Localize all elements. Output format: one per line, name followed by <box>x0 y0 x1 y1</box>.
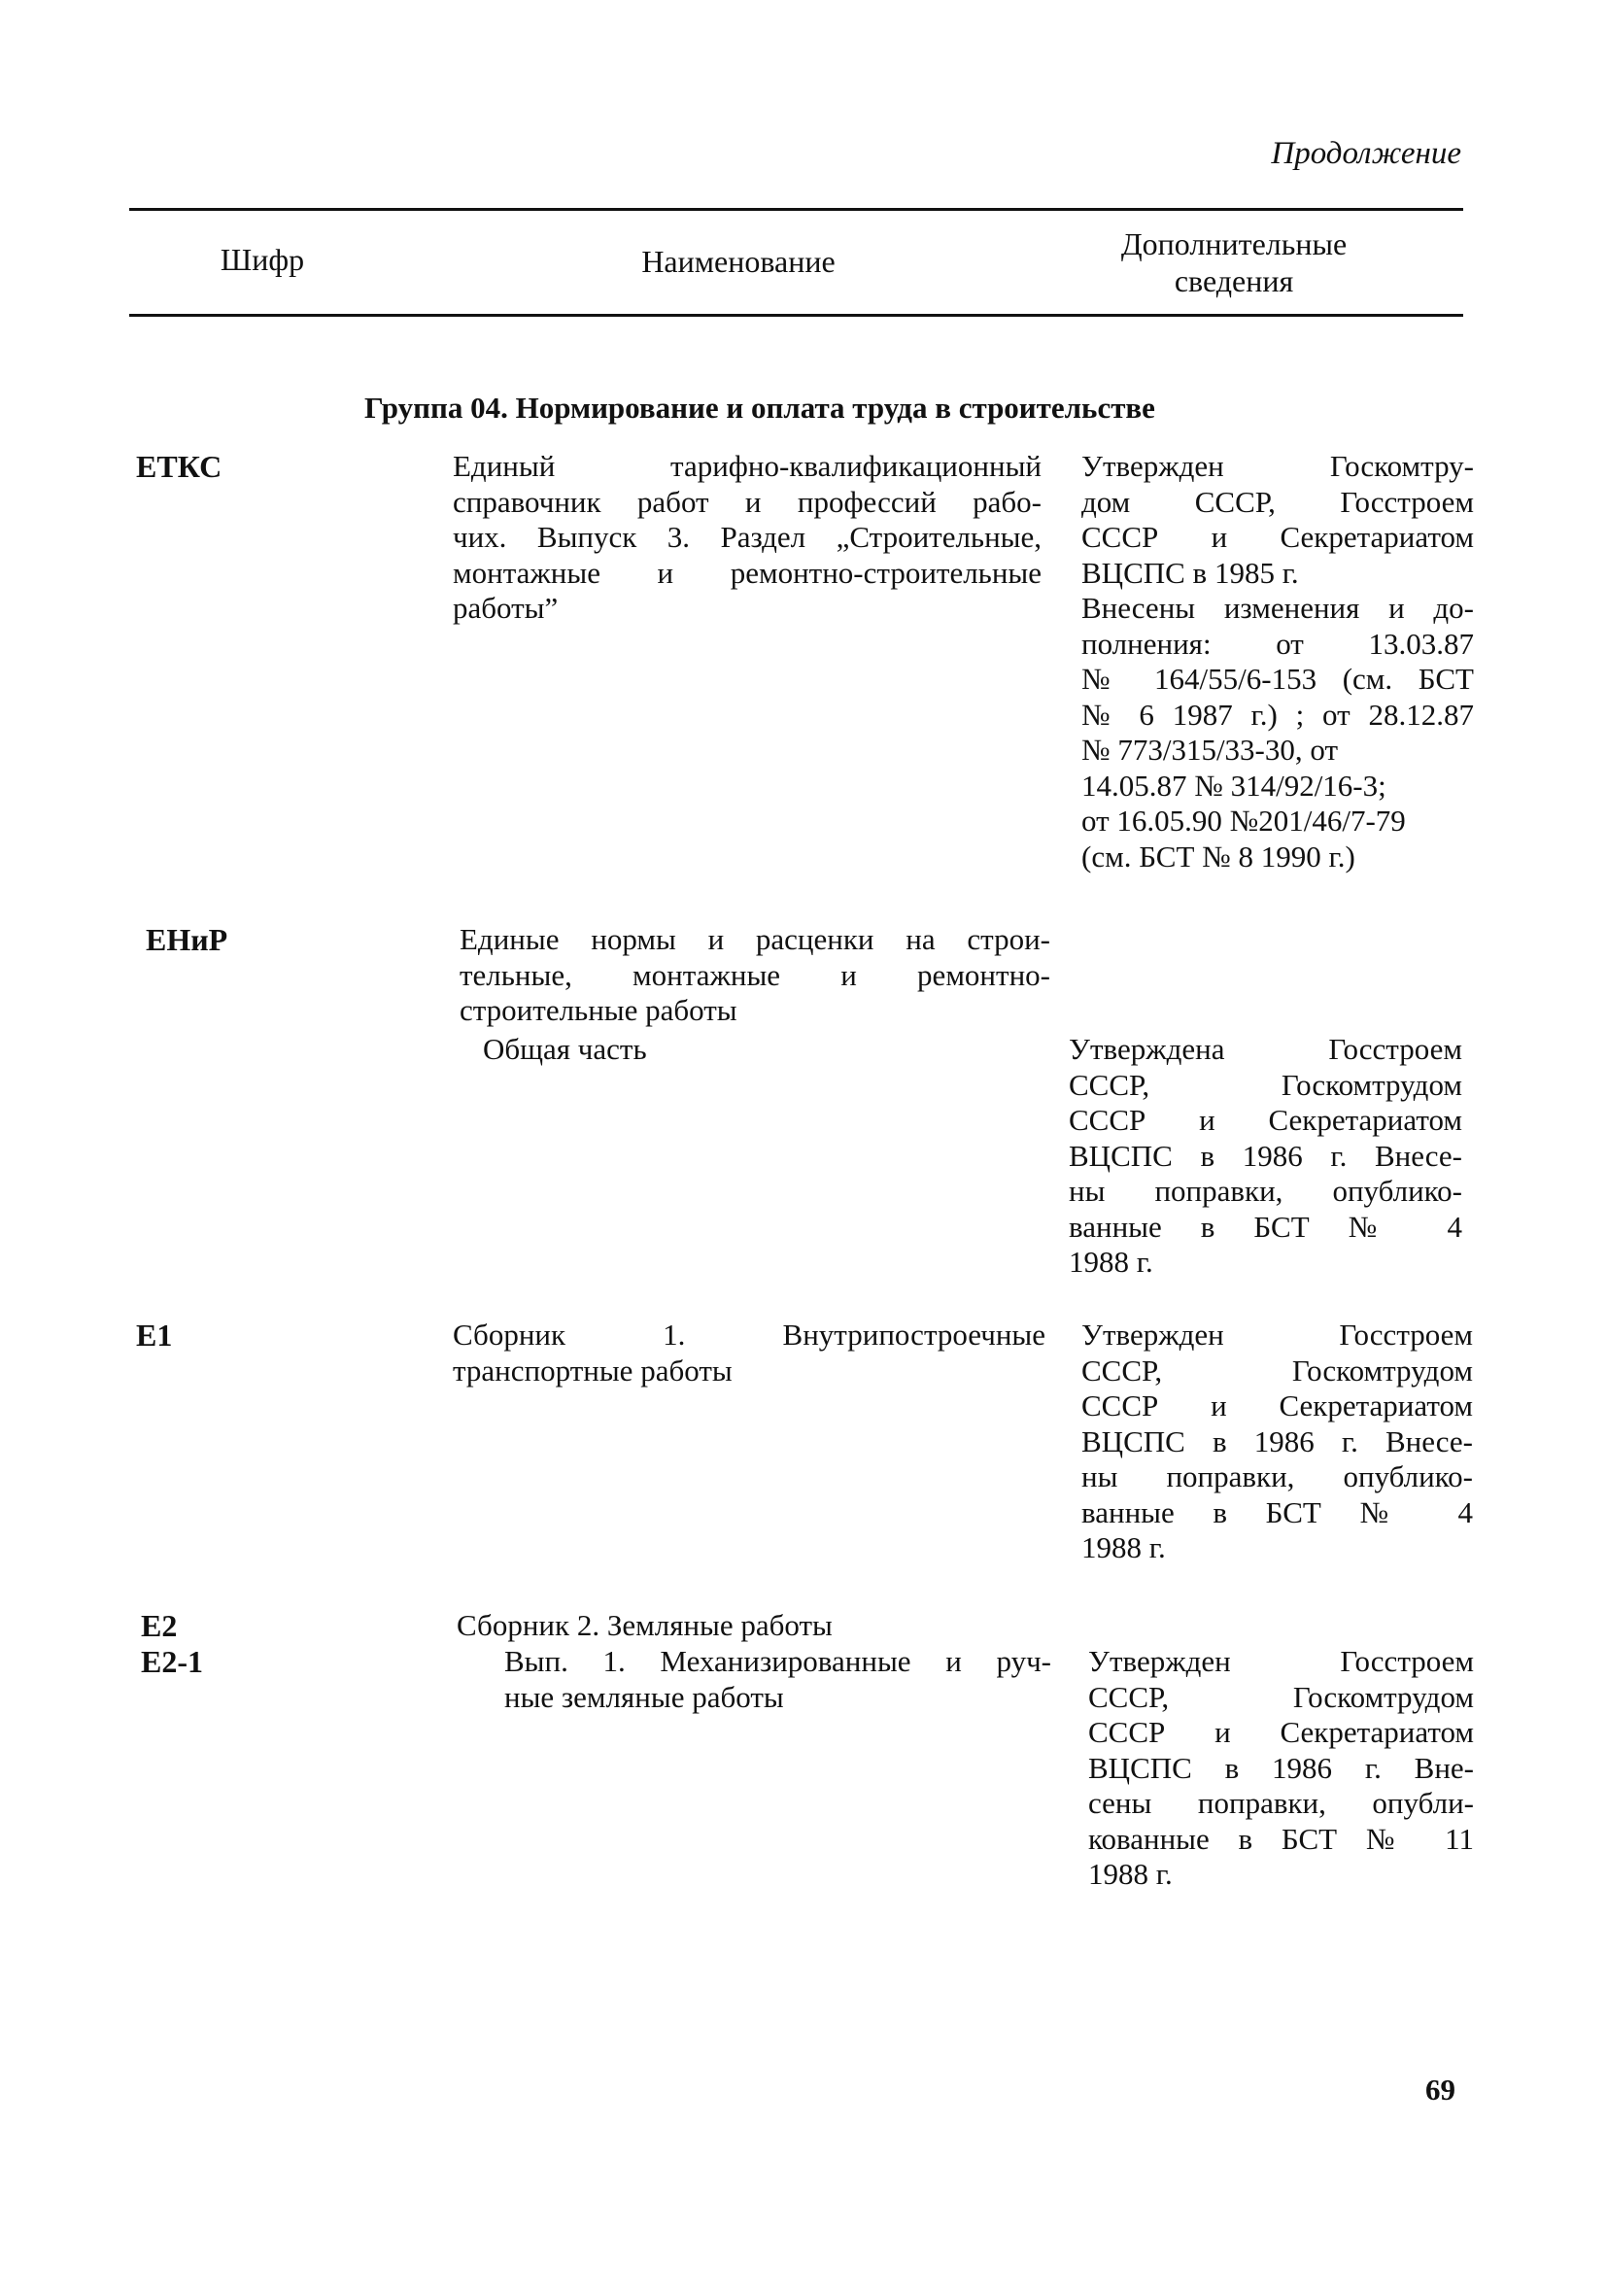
name-line: Сборник 1. Внутрипостроечные <box>453 1318 1045 1352</box>
note-line: Внесены изменения и до- <box>1081 591 1474 625</box>
header-extra <box>1049 225 1419 299</box>
note-line: ВЦСПС в 1985 г. <box>1081 555 1299 590</box>
name-line: строительные работы <box>460 993 737 1027</box>
name-line: монтажные и ремонтно-строительные <box>453 555 1042 590</box>
note-line: № 164/55/6-153 (см. БСТ <box>1081 662 1474 696</box>
entry-name <box>460 922 1050 1029</box>
entry-name <box>453 449 1042 627</box>
header-extra-line2: сведения <box>1174 263 1294 298</box>
entry-note <box>1069 1032 1462 1281</box>
note-line: Утвержден Госстроем <box>1081 1318 1473 1352</box>
note-line: (см. БСТ № 8 1990 г.) <box>1081 839 1355 874</box>
name-line: Сборник 2. Земляные работы <box>457 1608 833 1642</box>
note-line: Утвержден Госстроем <box>1088 1644 1474 1678</box>
top-rule <box>129 208 1463 211</box>
name-line: тельные, монтажные и ремонтно- <box>460 957 1050 992</box>
entry-name <box>453 1318 1045 1388</box>
entry-subname <box>504 1644 1051 1715</box>
note-line: Утвержден Госкомтру- <box>1081 449 1474 483</box>
note-line: полнения: от 13.03.87 <box>1081 626 1474 661</box>
note-line: № 6 1987 г.) ; от 28.12.87 <box>1081 697 1474 732</box>
note-line: дом СССР, Госстроем <box>1081 484 1474 519</box>
note-line: Утверждена Госстроем <box>1069 1032 1462 1066</box>
note-line: ВЦСПС в 1986 г. Внесе- <box>1081 1423 1473 1458</box>
note-line: СССР, Госкомтрудом <box>1088 1679 1474 1714</box>
name-line: Единые нормы и расценки на строи- <box>460 922 1050 956</box>
note-line: ВЦСПС в 1986 г. Внесе- <box>1069 1138 1462 1173</box>
name-line: работы” <box>453 591 559 625</box>
note-line: ванные в БСТ № 4 <box>1081 1494 1473 1529</box>
note-line: ны поправки, опублико- <box>1081 1459 1473 1493</box>
note-line: СССР и Секретариатом <box>1088 1715 1474 1749</box>
note-line: кованные в БСТ № 11 <box>1088 1821 1474 1856</box>
note-line: сены поправки, опубли- <box>1088 1786 1474 1820</box>
note-line: СССР, Госкомтрудом <box>1069 1067 1462 1102</box>
note-line: СССР и Секретариатом <box>1081 520 1474 554</box>
name-line: чих. Выпуск 3. Раздел „Строительные, <box>453 520 1042 554</box>
entry-code: Е1 <box>136 1318 173 1353</box>
header-extra-line1: Дополнительные <box>1120 226 1348 261</box>
entry-name <box>457 1608 833 1644</box>
entry-note <box>1088 1644 1474 1893</box>
entry-code: Е2 <box>141 1608 178 1643</box>
header-code: Шифр <box>220 242 305 277</box>
name-line: Единый тарифно-квалификационный <box>453 449 1042 483</box>
note-line: ВЦСПС в 1986 г. Вне- <box>1088 1750 1474 1785</box>
note-line: ны поправки, опублико- <box>1069 1174 1462 1208</box>
subname-line: ные земляные работы <box>504 1679 784 1714</box>
note-line: 14.05.87 № 314/92/16-3; <box>1081 768 1386 803</box>
note-line: СССР и Секретариатом <box>1069 1103 1462 1137</box>
entry-subname: Общая часть <box>483 1032 647 1066</box>
name-line: справочник работ и профессий рабо- <box>453 484 1042 519</box>
header-name: Наименование <box>641 244 836 279</box>
note-line: № 773/315/33-30, от <box>1081 733 1339 767</box>
entry-code: ЕНиР <box>146 922 228 957</box>
entry-note <box>1081 449 1474 874</box>
page-number: 69 <box>1425 2073 1455 2107</box>
note-line: от 16.05.90 №201/46/7-79 <box>1081 804 1406 838</box>
entry-code: ЕТКС <box>136 449 222 484</box>
note-line: СССР и Секретариатом <box>1081 1388 1473 1422</box>
note-line: 1988 г. <box>1081 1530 1166 1564</box>
note-line: 1988 г. <box>1069 1245 1153 1279</box>
entry-subcode: Е2-1 <box>141 1644 203 1679</box>
subname-line: Вып. 1. Механизированные и руч- <box>504 1644 1051 1678</box>
note-line: 1988 г. <box>1088 1857 1173 1891</box>
entry-note <box>1081 1318 1473 1566</box>
group-title: Группа 04. Нормирование и оплата труда в строительстве <box>364 391 1155 425</box>
name-line: транспортные работы <box>453 1353 733 1388</box>
note-line: СССР, Госкомтрудом <box>1081 1353 1473 1388</box>
note-line: ванные в БСТ № 4 <box>1069 1209 1462 1244</box>
continuation-label: Продолжение <box>1271 136 1461 171</box>
header-bottom-rule <box>129 314 1463 317</box>
